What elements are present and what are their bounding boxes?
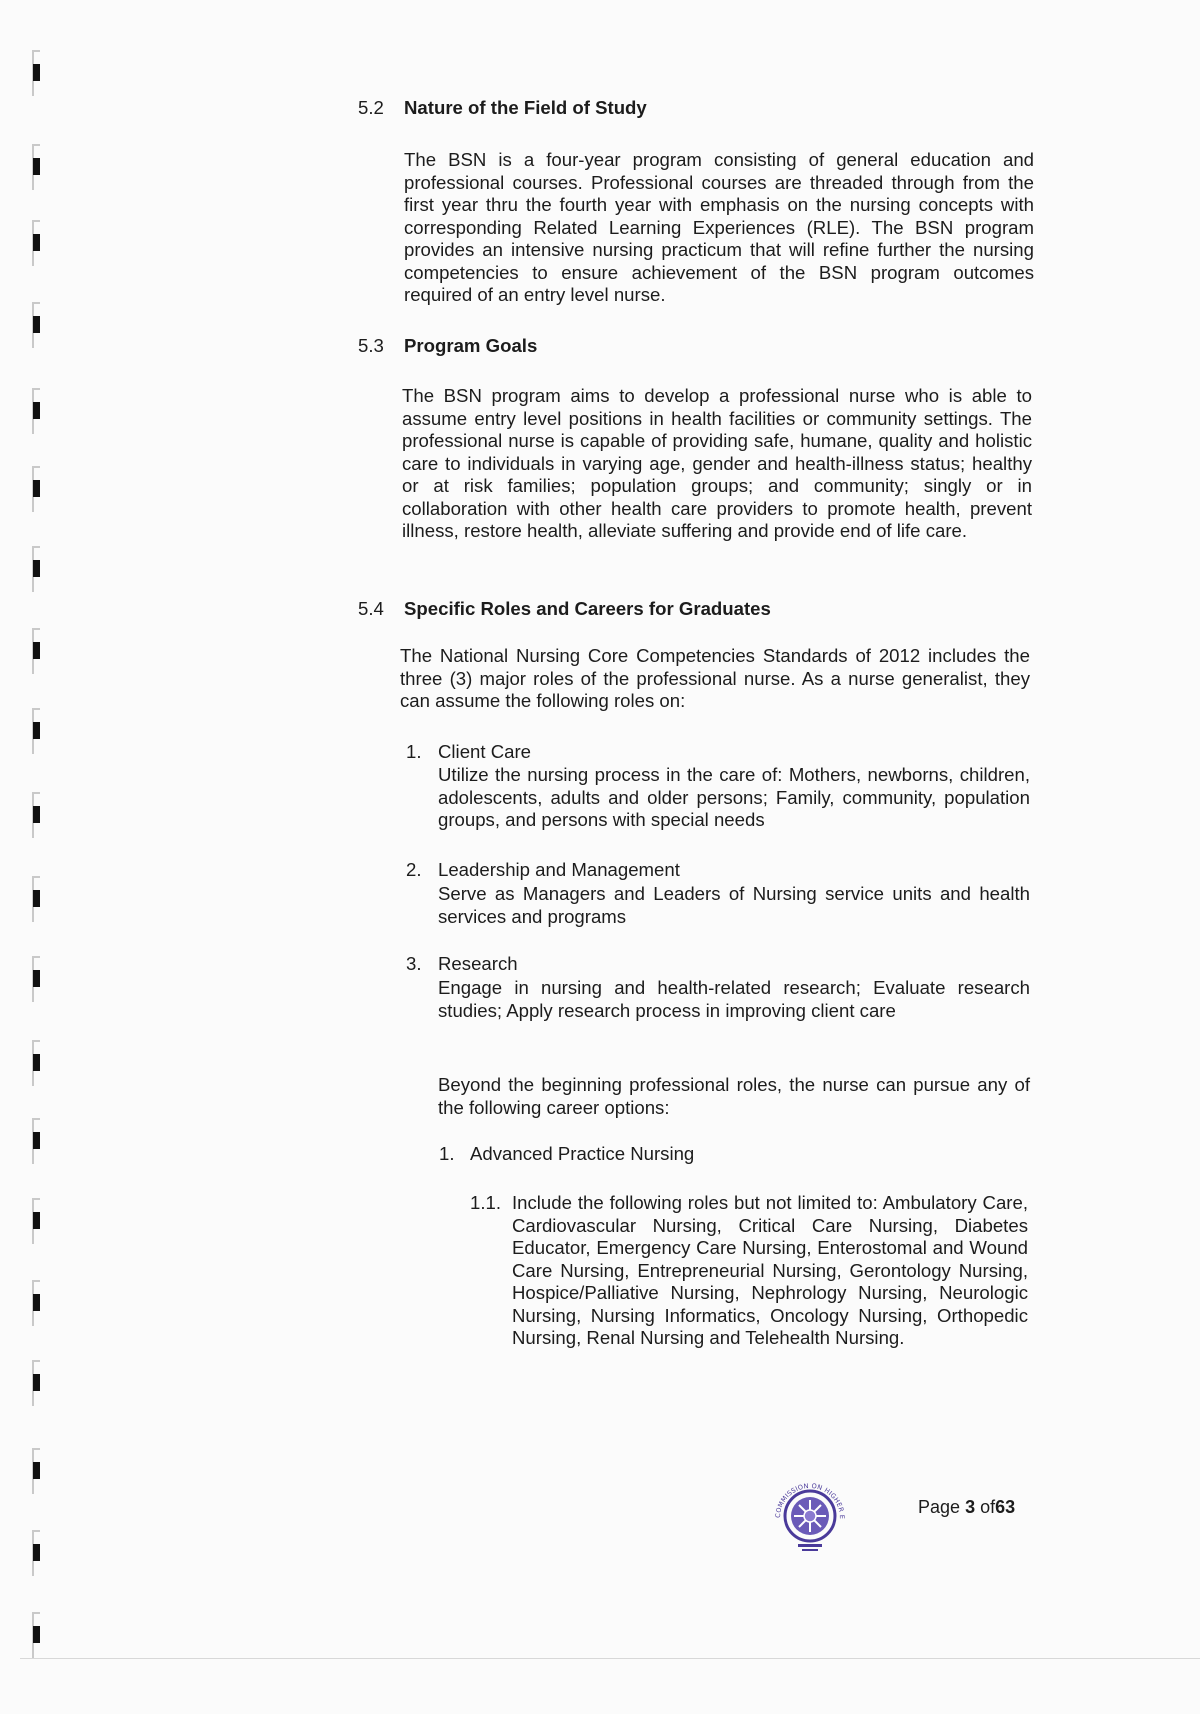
binder-hole <box>30 1040 46 1086</box>
binder-hole <box>30 1118 46 1164</box>
binder-hole <box>30 144 46 190</box>
role-title: Client Care <box>438 741 532 762</box>
binder-hole <box>30 708 46 754</box>
binder-hole <box>30 388 46 434</box>
section-5-3-body: The BSN program aims to develop a professional nurse who is able to assume entry level positions in health facilities or community settings. The professional nurse is capable of providing safe, humane, quality and holistic care to individuals in varying age, gender and health-illness status; healthy or at risk families; population groups; and community; singly or in collaboration with other health care providers to promote health, prevent illness, restore health, alleviate suffering and provide end of life care. <box>402 385 1032 541</box>
role-description: Engage in nursing and health-related research; Evaluate research studies; Apply research process in improving client care <box>438 977 1030 1021</box>
role-title: Research <box>438 953 518 974</box>
page-total: 63 <box>995 1497 1016 1517</box>
binder-hole <box>30 546 46 592</box>
role-title: Leadership and Management <box>438 859 680 880</box>
section-number: 5.4 <box>358 598 384 619</box>
section-5-2-body: The BSN is a four-year program consisting of general education and professional courses. Professional courses are threaded through from the first year thru the fourth year with emphasis on the nursing concepts with corresponding Related Learning Experiences (RLE). The BSN program provides an intensive nursing practicum that will refine further the nursing competencies to ensure achievement of the BSN program outcomes required of an entry level nurse. <box>404 149 1034 305</box>
section-heading-5-2 <box>358 97 647 120</box>
sub-item-number: 1.1. <box>470 1192 502 1213</box>
section-title: Program Goals <box>404 335 538 356</box>
career-number: 1. <box>439 1143 455 1164</box>
seal-text: COMMISSION ON HIGHER E <box>773 1481 847 1520</box>
binder-hole <box>30 1530 46 1576</box>
page-label: Page <box>918 1497 961 1517</box>
career-title: Advanced Practice Nursing <box>470 1143 695 1164</box>
section-heading-5-4 <box>358 598 771 621</box>
role-number: 3. <box>406 953 422 974</box>
ched-seal-logo <box>768 1474 852 1558</box>
page-current: 3 <box>965 1497 976 1517</box>
binder-hole <box>30 220 46 266</box>
binder-hole <box>30 1612 46 1658</box>
section-number: 5.3 <box>358 335 384 356</box>
binder-hole <box>30 1360 46 1406</box>
sub-item-text: Include the following roles but not limited to: Ambulatory Care, Cardiovascular Nursing, Critical Care Nursing, Diabetes Educator, Emergency Care Nursing, Enterostomal and Wound Care Nursing, Entrepreneurial Nursing, Gerontology Nursing, Hospice/Palliative Nursing, Nephrology Nursing, Neurologic Nursing, Nursing Informatics, Oncology Nursing, Orthopedic Nursing, Renal Nursing and Telehealth Nursing. <box>512 1192 1028 1348</box>
role-number: 2. <box>406 859 422 880</box>
binder-hole <box>30 1448 46 1494</box>
section-5-4-intro: The National Nursing Core Competencies Standards of 2012 includes the three (3) major roles of the professional nurse. As a nurse generalist, they can assume the following roles on: <box>400 645 1030 711</box>
binder-hole <box>30 302 46 348</box>
section-title: Specific Roles and Careers for Graduates <box>404 598 771 619</box>
role-description: Utilize the nursing process in the care of: Mothers, newborns, children, adolescents, adults and older persons; Family, community, population groups, and persons with special needs <box>438 764 1030 830</box>
section-number: 5.2 <box>358 97 384 118</box>
role-number: 1. <box>406 741 422 762</box>
binder-hole <box>30 1198 46 1244</box>
binder-hole <box>30 956 46 1002</box>
binder-holes <box>30 50 50 1680</box>
section-heading-5-3 <box>358 335 537 358</box>
binder-hole <box>30 628 46 674</box>
page-of: of <box>980 1497 996 1517</box>
binder-hole <box>30 50 46 96</box>
page-number <box>918 1497 1015 1518</box>
binder-hole <box>30 466 46 512</box>
section-title: Nature of the Field of Study <box>404 97 647 118</box>
career-options-intro: Beyond the beginning professional roles, the nurse can pursue any of the following career options: <box>438 1074 1030 1118</box>
binder-hole <box>30 1280 46 1326</box>
role-description: Serve as Managers and Leaders of Nursing service units and health services and programs <box>438 883 1030 927</box>
binder-hole <box>30 792 46 838</box>
binder-hole <box>30 876 46 922</box>
